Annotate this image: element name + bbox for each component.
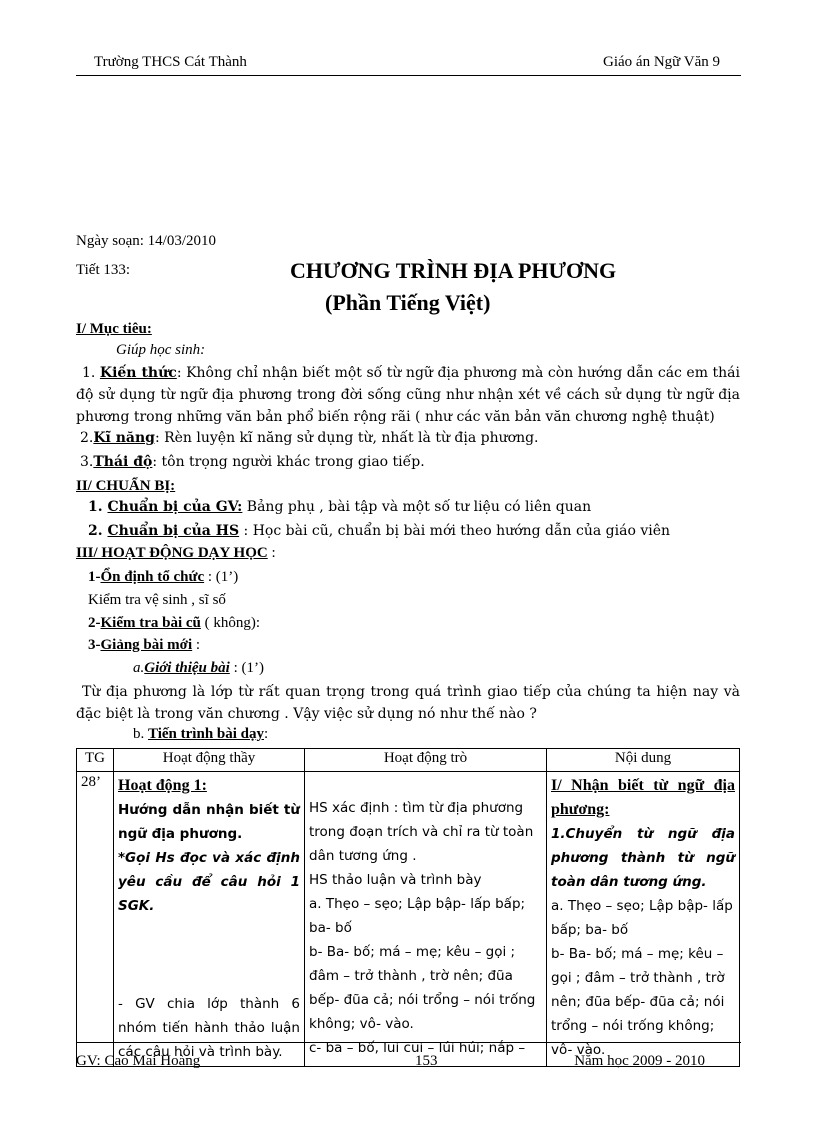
step-intro [133,660,264,677]
step-organize-detail: Kiểm tra vệ sinh , sĩ số [88,592,226,608]
table-header-row [77,749,740,772]
step-progress [133,726,268,743]
prep-teacher-number: 1. [88,499,108,515]
teacher-cell [114,772,305,1067]
step-progress-suffix: : [264,726,269,742]
step-intro-label: Giới thiệu bài [144,660,230,676]
section3-heading-suffix: : [267,545,276,561]
step-new-lesson-number: 3- [88,637,101,653]
activity-group: - GV chia lớp thành 6 nhóm tiến hành thảo luận các câu hỏi và trình bày. [118,996,300,1060]
lesson-title: CHƯƠNG TRÌNH ĐỊA PHƯƠNG [290,258,617,283]
lesson-date: Ngày soạn: 14/03/2010 [76,233,216,249]
time-cell: 28’ [77,772,114,1067]
step-organize-suffix: : (1’) [204,569,239,585]
step-new-lesson-suffix: : [192,637,201,653]
section3-heading-text: III/ HOẠT ĐỘNG DẠY HỌC [76,545,268,561]
objective-skill [80,430,539,446]
content-heading: I/ Nhận biết từ ngữ địa phương: [551,777,735,818]
section2-heading: II/ CHUẨN BỊ: [76,478,176,494]
table-row [77,772,740,1067]
content-cell [547,772,740,1067]
prep-student-number: 2. [88,523,108,539]
student-answer-c: c- ba – bố, lui cui – lúi húi; nắp – [309,1040,526,1056]
objective-attitude-label: Thái độ [93,454,153,470]
objective-knowledge-number: 1. [82,365,100,381]
prep-teacher-text: Bảng phụ , bài tập và một số tư liệu có liên quan [242,499,592,515]
column-header-time: TG [77,749,114,772]
step-organize-label: Ổn định tổ chức [100,569,205,585]
prep-teacher [88,499,591,515]
prep-student [88,523,670,539]
step-progress-letter: b. [133,726,148,742]
step-review-suffix: ( không): [200,615,261,631]
student-task: HS xác định : tìm từ địa phương trong đoạn trích và chỉ ra từ toàn dân tương ứng . [309,800,534,864]
content-answer-a: a. Thẹo – sẹo; Lập bập- lấp bấp; ba- bố [551,898,733,938]
header-subject: Giáo án Ngữ Văn 9 [603,54,720,70]
student-answer-a: a. Thẹo – sẹo; Lập bập- lấp bấp; ba- bố [309,896,526,936]
step-review-number: 2- [88,615,101,631]
content-subheading: 1.Chuyển từ ngữ địa phương thành từ ngữ toàn dân tương ứng. [551,826,735,890]
header-school: Trường THCS Cát Thành [94,54,247,70]
student-discuss: HS thảo luận và trình bày [309,872,482,888]
prep-student-text: : Học bài cũ, chuẩn bị bài mới theo hướng dẫn của giáo viên [239,523,671,539]
objective-skill-number: 2. [80,430,94,446]
objective-attitude-number: 3. [80,454,94,470]
prep-student-label: Chuẩn bị của HS [107,523,240,539]
column-header-student: Hoạt động trò [305,749,547,772]
activity-instruction: *Gọi Hs đọc và xác định yêu cầu để câu hỏi 1 SGK. [118,850,300,914]
lesson-plan-table [76,748,740,1067]
section1-intro: Giúp học sinh: [116,342,206,358]
section1-heading: I/ Mục tiêu: [76,321,152,337]
step-progress-label: Tiến trình bài dạy [148,726,265,742]
intro-paragraph: Từ địa phương là lớp từ rất quan trọng trong quá trình giao tiếp của chúng ta hiện nay và đặc biệt là trong văn chương . Vậy việc sử dụng nó như thế nào ? [76,684,740,722]
activity-guide: Hướng dẫn nhận biết từ ngữ địa phương. [118,802,300,842]
objective-attitude [80,454,425,470]
step-new-lesson-label: Giảng bài mới [100,637,193,653]
objective-skill-label: Kĩ năng [93,430,155,446]
student-cell [305,772,547,1067]
header-divider [76,75,741,76]
activity-heading: Hoạt động 1: [118,777,207,794]
objective-skill-text: : Rèn luyện kĩ năng sử dụng từ, nhất là từ địa phương. [154,430,539,446]
lesson-period: Tiết 133: [76,262,131,278]
step-review [88,615,260,632]
page-number: 153 [415,1053,438,1069]
lesson-subtitle: (Phần Tiếng Việt) [325,290,491,315]
step-new-lesson [88,637,200,654]
content-answer-b: b- Ba- bố; má – mẹ; kêu – gọi ; đâm – trở thành , trờ nên; đũa bếp- đũa cả; nói trổng – nói trống không; vô- vào. [551,946,725,1058]
objective-knowledge-label: Kiến thức [99,365,177,381]
step-intro-suffix: : (1’) [229,660,264,676]
step-review-label: Kiểm tra bài cũ [100,615,201,631]
student-answer-b: b- Ba- bố; má – mẹ; kêu – gọi ; đâm – trở thành , trờ nên; đũa bếp- đũa cả; nói trổng – nói trống không; vô- vào. [309,944,536,1032]
footer-teacher: GV: Cao Mai Hoàng [76,1053,201,1069]
footer-year: Năm học 2009 - 2010 [574,1053,705,1069]
section3-heading [76,545,276,562]
objective-knowledge-text: : Không chỉ nhận biết một số từ ngữ địa phương mà còn hướng dẫn các em thái độ sử dụng từ ngữ địa phương trong đời sống cũng như nhận xét về cách sử dụng từ ngữ địa phương trong những văn bản phổ biến rộng rãi ( như các văn bản văn chương nghệ thuật) [76,365,741,425]
step-organize [88,569,238,586]
objective-knowledge [76,362,740,428]
column-header-content: Nội dung [547,749,740,772]
footer-divider [76,1042,741,1043]
step-organize-number: 1- [88,569,101,585]
step-intro-letter: a. [133,660,145,676]
prep-teacher-label: Chuẩn bị của GV: [107,499,243,515]
objective-attitude-text: : tôn trọng người khác trong giao tiếp. [152,454,425,470]
column-header-teacher: Hoạt động thầy [114,749,305,772]
